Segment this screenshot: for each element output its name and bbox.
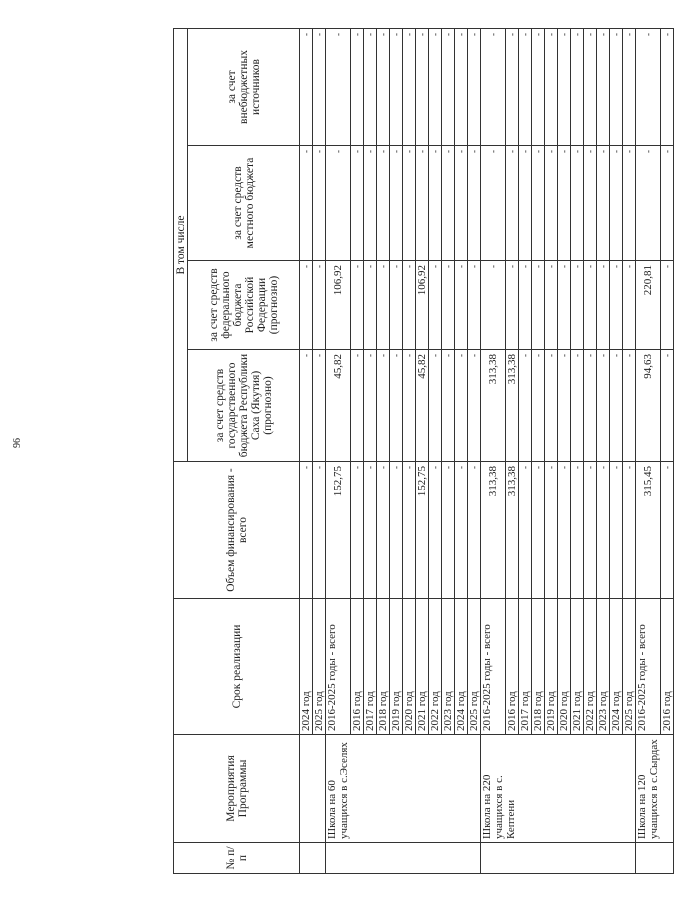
cell-local: -	[468, 146, 481, 261]
cell-regional: -	[351, 350, 364, 462]
cell-period: 2016 год	[506, 599, 519, 735]
cell-extra: -	[300, 29, 313, 146]
cell-regional: -	[623, 350, 636, 462]
table-row	[326, 29, 351, 874]
cell-extra: -	[390, 29, 403, 146]
cell-total: -	[468, 462, 481, 599]
cell-local: -	[416, 146, 429, 261]
cell-extra: -	[429, 29, 442, 146]
cell-total: -	[584, 462, 597, 599]
cell-local: -	[519, 146, 532, 261]
cell-total: -	[610, 462, 623, 599]
cell-regional: -	[558, 350, 571, 462]
cell-federal: -	[377, 261, 390, 350]
cell-regional: -	[442, 350, 455, 462]
cell-period: 2022 год	[429, 599, 442, 735]
cell-period: 2017 год	[364, 599, 377, 735]
cell-regional: -	[313, 350, 326, 462]
cell-federal: -	[623, 261, 636, 350]
cell-regional: -	[455, 350, 468, 462]
cell-period: 2024 год	[300, 599, 313, 735]
cell-num	[300, 843, 326, 874]
cell-federal: -	[610, 261, 623, 350]
cell-extra: -	[597, 29, 610, 146]
cell-local: -	[390, 146, 403, 261]
cell-extra: -	[468, 29, 481, 146]
cell-extra: -	[313, 29, 326, 146]
cell-extra: -	[442, 29, 455, 146]
cell-regional: -	[597, 350, 610, 462]
cell-total: -	[442, 462, 455, 599]
cell-extra: -	[584, 29, 597, 146]
cell-period: 2019 год	[390, 599, 403, 735]
cell-total: -	[623, 462, 636, 599]
cell-total: -	[377, 462, 390, 599]
cell-federal: -	[403, 261, 416, 350]
cell-event: Школа на 220 учащихся в с. Кептени	[481, 735, 636, 843]
cell-period: 2017 год	[519, 599, 532, 735]
cell-local: -	[597, 146, 610, 261]
cell-regional: -	[610, 350, 623, 462]
cell-federal: -	[429, 261, 442, 350]
cell-federal: -	[571, 261, 584, 350]
cell-period: 2022 год	[584, 599, 597, 735]
cell-total: 315,45	[636, 462, 661, 599]
cell-local: -	[610, 146, 623, 261]
cell-extra: -	[326, 29, 351, 146]
cell-regional: -	[429, 350, 442, 462]
cell-federal: -	[584, 261, 597, 350]
rotated-page	[173, 29, 673, 874]
cell-local: -	[300, 146, 313, 261]
cell-period: 2018 год	[377, 599, 390, 735]
cell-extra: -	[571, 29, 584, 146]
cell-period: 2020 год	[403, 599, 416, 735]
cell-local: -	[313, 146, 326, 261]
cell-local: -	[545, 146, 558, 261]
cell-total: -	[597, 462, 610, 599]
cell-period: 2016-2025 годы - всего	[481, 599, 506, 735]
cell-total: -	[390, 462, 403, 599]
cell-local: -	[506, 146, 519, 261]
cell-period: 2016-2025 годы - всего	[636, 599, 661, 735]
cell-extra: -	[364, 29, 377, 146]
cell-period: 2025 год	[313, 599, 326, 735]
cell-federal: -	[351, 261, 364, 350]
cell-extra: -	[532, 29, 545, 146]
cell-local: -	[442, 146, 455, 261]
cell-federal: 106,92	[416, 261, 429, 350]
header-incl: В том числе	[174, 29, 188, 462]
cell-extra: -	[545, 29, 558, 146]
cell-num	[481, 843, 636, 874]
cell-federal: 106,92	[326, 261, 351, 350]
cell-extra: -	[416, 29, 429, 146]
cell-extra: -	[481, 29, 506, 146]
cell-total: -	[571, 462, 584, 599]
cell-num	[326, 843, 481, 874]
cell-federal: -	[506, 261, 519, 350]
cell-regional: 45,82	[326, 350, 351, 462]
header-regional: за счет средств государственного бюджета Республики Саха (Якутия) (прогнозно)	[188, 350, 300, 462]
cell-federal: -	[597, 261, 610, 350]
cell-regional: -	[377, 350, 390, 462]
header-extra: за счет внебюджетных источников	[188, 29, 300, 146]
page-number: 96	[12, 438, 23, 448]
cell-extra: -	[455, 29, 468, 146]
header-num: № п/п	[174, 843, 300, 874]
cell-local: -	[429, 146, 442, 261]
cell-federal: -	[545, 261, 558, 350]
cell-period: 2025 год	[623, 599, 636, 735]
table-row	[300, 29, 313, 874]
table-row	[481, 29, 506, 874]
cell-period: 2016 год	[661, 599, 674, 735]
cell-federal: -	[300, 261, 313, 350]
cell-total: -	[532, 462, 545, 599]
cell-federal: -	[558, 261, 571, 350]
cell-regional: -	[584, 350, 597, 462]
cell-regional: -	[532, 350, 545, 462]
cell-regional: -	[571, 350, 584, 462]
cell-local: -	[584, 146, 597, 261]
cell-total: -	[545, 462, 558, 599]
cell-regional: -	[364, 350, 377, 462]
financing-table	[173, 28, 674, 874]
header-federal: за счет средств федерального бюджета Российской Федерации (прогнозно)	[188, 261, 300, 350]
cell-federal: -	[364, 261, 377, 350]
cell-regional: -	[545, 350, 558, 462]
cell-federal: -	[532, 261, 545, 350]
header-event: Мероприятия Программы	[174, 735, 300, 843]
cell-local: -	[377, 146, 390, 261]
cell-total: -	[558, 462, 571, 599]
cell-local: -	[364, 146, 377, 261]
cell-regional: -	[403, 350, 416, 462]
cell-total: -	[403, 462, 416, 599]
cell-local: -	[481, 146, 506, 261]
cell-period: 2020 год	[558, 599, 571, 735]
cell-event	[300, 735, 326, 843]
cell-total: -	[364, 462, 377, 599]
cell-federal: 220,81	[636, 261, 661, 350]
cell-federal: -	[390, 261, 403, 350]
table-header	[174, 29, 300, 874]
cell-total: 152,75	[326, 462, 351, 599]
cell-regional: 94,63	[636, 350, 661, 462]
cell-extra: -	[623, 29, 636, 146]
cell-period: 2025 год	[468, 599, 481, 735]
cell-extra: -	[403, 29, 416, 146]
cell-num	[636, 843, 674, 874]
cell-total: -	[519, 462, 532, 599]
cell-extra: -	[636, 29, 661, 146]
cell-period: 2016-2025 годы - всего	[326, 599, 351, 735]
table-body	[300, 29, 674, 874]
cell-federal: -	[455, 261, 468, 350]
cell-total: 313,38	[481, 462, 506, 599]
cell-extra: -	[377, 29, 390, 146]
cell-period: 2021 год	[571, 599, 584, 735]
cell-period: 2019 год	[545, 599, 558, 735]
cell-extra: -	[519, 29, 532, 146]
cell-total: 313,38	[506, 462, 519, 599]
cell-total: -	[661, 462, 674, 599]
cell-total: -	[313, 462, 326, 599]
cell-local: -	[571, 146, 584, 261]
cell-local: -	[351, 146, 364, 261]
cell-regional: -	[519, 350, 532, 462]
cell-extra: -	[610, 29, 623, 146]
cell-period: 2016 год	[351, 599, 364, 735]
cell-regional: -	[468, 350, 481, 462]
cell-federal: -	[661, 261, 674, 350]
cell-event: Школа на 120 учащихся в с.Сырдах	[636, 735, 674, 843]
header-local: за счет средств местного бюджета	[188, 146, 300, 261]
cell-local: -	[623, 146, 636, 261]
cell-federal: -	[468, 261, 481, 350]
cell-period: 2021 год	[416, 599, 429, 735]
cell-local: -	[455, 146, 468, 261]
cell-extra: -	[351, 29, 364, 146]
cell-federal: -	[313, 261, 326, 350]
cell-period: 2018 год	[532, 599, 545, 735]
cell-regional: -	[390, 350, 403, 462]
header-total: Объем финансирования - всего	[174, 462, 300, 599]
cell-total: -	[455, 462, 468, 599]
cell-local: -	[636, 146, 661, 261]
cell-federal: -	[481, 261, 506, 350]
cell-period: 2024 год	[455, 599, 468, 735]
cell-period: 2024 год	[610, 599, 623, 735]
cell-regional: 313,38	[506, 350, 519, 462]
cell-period: 2023 год	[442, 599, 455, 735]
cell-extra: -	[661, 29, 674, 146]
cell-local: -	[558, 146, 571, 261]
cell-regional: 313,38	[481, 350, 506, 462]
cell-total: -	[351, 462, 364, 599]
cell-local: -	[532, 146, 545, 261]
cell-extra: -	[506, 29, 519, 146]
cell-extra: -	[558, 29, 571, 146]
cell-total: -	[300, 462, 313, 599]
cell-federal: -	[442, 261, 455, 350]
cell-local: -	[661, 146, 674, 261]
header-period: Срок реализации	[174, 599, 300, 735]
cell-period: 2023 год	[597, 599, 610, 735]
cell-regional: -	[300, 350, 313, 462]
cell-event: Школа на 60 учащихся в с.Эселях	[326, 735, 481, 843]
table-row	[636, 29, 661, 874]
cell-regional: 45,82	[416, 350, 429, 462]
cell-regional: -	[661, 350, 674, 462]
cell-local: -	[326, 146, 351, 261]
cell-local: -	[403, 146, 416, 261]
cell-total: -	[429, 462, 442, 599]
cell-total: 152,75	[416, 462, 429, 599]
cell-federal: -	[519, 261, 532, 350]
